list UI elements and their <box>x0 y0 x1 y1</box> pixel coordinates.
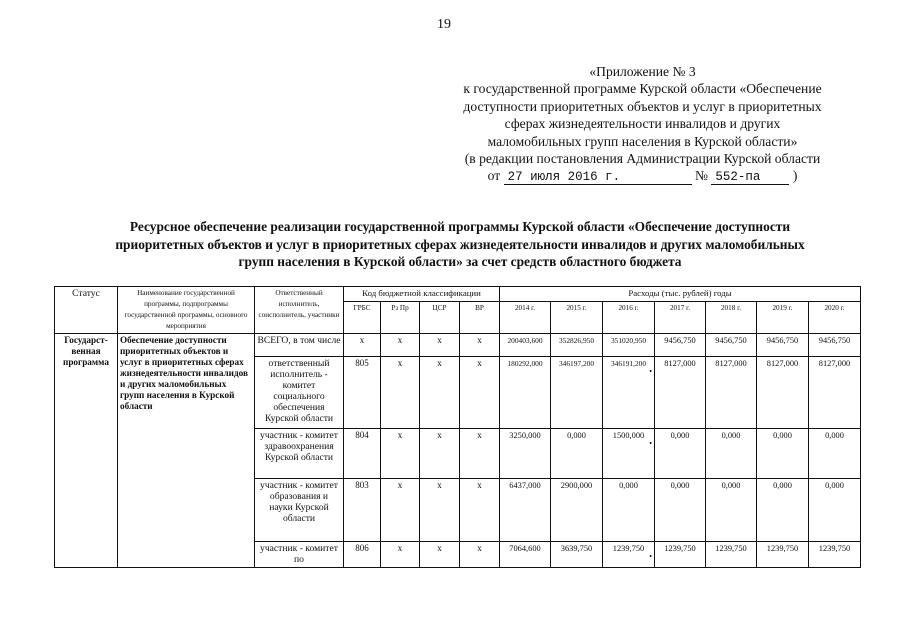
grbs-cell: 805 <box>344 357 381 429</box>
header-year: 2015 г. <box>551 301 603 333</box>
value-cell: 1239,750 <box>757 542 809 568</box>
executor-cell: ВСЕГО, в том числе <box>255 334 344 357</box>
grbs-cell: х <box>344 334 381 357</box>
executor-cell: участник - комитет здравоохранения Курской области <box>255 429 344 479</box>
value-cell: 1239,750 <box>809 542 861 568</box>
value-cell: 6437,000 <box>500 479 551 542</box>
header-name: Наименование государственной программы, подпрограммы государственной программы, основного мероприятия <box>118 287 255 334</box>
document-title <box>40 218 880 271</box>
value-cell: 351020,950 <box>603 334 655 357</box>
value-cell: 8127,000 <box>706 357 757 429</box>
title-line: Ресурсное обеспечение реализации государственной программы Курской области «Обеспечение доступности <box>129 219 791 234</box>
value-cell: 9456,750 <box>706 334 757 357</box>
value-cell: 8127,000 <box>757 357 809 429</box>
header-year: 2019 г. <box>757 301 809 333</box>
value-cell: 9456,750 <box>809 334 861 357</box>
appendix-line: сферах жизнедеятельности инвалидов и других <box>504 116 781 132</box>
program-name-cell: Обеспечение доступности приоритетных объектов и услуг в приоритетных сферах жизнедеятельности инвалидов и других маломобильных групп населения в Курской области <box>118 334 255 568</box>
value-cell: 0,000 <box>551 429 603 479</box>
header-vr: ВР <box>460 301 500 333</box>
appendix-line: к государственной программе Курской области «Обеспечение <box>463 81 822 97</box>
value-cell: 0,000 <box>655 429 706 479</box>
value-cell: 1239,750 <box>655 542 706 568</box>
appendix-line: (в редакции постановления Администрации Курской области <box>464 151 821 167</box>
edit-mark: • <box>649 552 652 561</box>
header-rzpr: Рз Пр <box>381 301 420 333</box>
executor-cell: участник - комитет образования и науки Курской области <box>255 479 344 542</box>
value-cell: 9456,750 <box>655 334 706 357</box>
rzpr-cell: х <box>381 334 420 357</box>
edit-mark: • <box>649 439 652 448</box>
grbs-cell: 803 <box>344 479 381 542</box>
rzpr-cell: х <box>381 479 420 542</box>
value-cell: 1239,750 <box>706 542 757 568</box>
value-text: 346191,200 <box>610 359 647 368</box>
closing-paren: ) <box>792 168 798 184</box>
value-cell: 3639,750 <box>551 542 603 568</box>
rzpr-cell: х <box>381 429 420 479</box>
value-cell <box>603 357 655 429</box>
value-cell: 0,000 <box>706 429 757 479</box>
vr-cell: х <box>460 479 500 542</box>
page-number: 19 <box>437 17 451 32</box>
csr-cell: х <box>420 479 460 542</box>
rzpr-cell: х <box>381 357 420 429</box>
value-cell: 0,000 <box>757 429 809 479</box>
resolution-date-line <box>488 167 798 185</box>
value-cell: 8127,000 <box>809 357 861 429</box>
header-year: 2018 г. <box>706 301 757 333</box>
vr-cell: х <box>460 429 500 479</box>
vr-cell: х <box>460 334 500 357</box>
resolution-number: 552-па <box>711 170 789 185</box>
value-cell <box>603 542 655 568</box>
header-year: 2016 г. <box>603 301 655 333</box>
appendix-line: «Приложение № 3 <box>589 64 696 79</box>
header-csr: ЦСР <box>420 301 460 333</box>
value-cell: 200403,600 <box>500 334 551 357</box>
appendix-line: доступности приоритетных объектов и услуг в приоритетных <box>463 98 822 114</box>
from-label: от <box>487 168 501 184</box>
value-cell <box>603 429 655 479</box>
rzpr-cell: х <box>381 542 420 568</box>
csr-cell: х <box>420 429 460 479</box>
executor-cell: участник - комитет по <box>255 542 344 568</box>
value-cell: 0,000 <box>655 479 706 542</box>
csr-cell: х <box>420 357 460 429</box>
value-cell: 0,000 <box>757 479 809 542</box>
header-status: Статус <box>55 287 118 334</box>
header-executor: Ответственный исполнитель, соисполнитель, участники <box>255 287 344 334</box>
grbs-cell: 806 <box>344 542 381 568</box>
header-budget-code: Код бюджетной классификации <box>344 287 500 302</box>
vr-cell: х <box>460 542 500 568</box>
title-line: групп населения в Курской области» за счет средств областного бюджета <box>238 254 682 269</box>
value-cell: 346197,200 <box>551 357 603 429</box>
header-year: 2017 г. <box>655 301 706 333</box>
value-cell: 0,000 <box>809 429 861 479</box>
executor-cell: ответственный исполнитель - комитет социального обеспечения Курской области <box>255 357 344 429</box>
value-cell: 180292,000 <box>500 357 551 429</box>
value-cell: 352826,950 <box>551 334 603 357</box>
value-cell: 0,000 <box>706 479 757 542</box>
header-grbs: ГРБС <box>344 301 381 333</box>
appendix-line: маломобильных групп населения в Курской области» <box>487 133 798 149</box>
value-cell: 2900,000 <box>551 479 603 542</box>
value-cell: 7064,600 <box>500 542 551 568</box>
title-line: приоритетных объектов и услуг в приоритетных сферах жизнедеятельности инвалидов и других маломобильных <box>115 236 805 252</box>
csr-cell: х <box>420 542 460 568</box>
appendix-block <box>420 63 865 185</box>
csr-cell: х <box>420 334 460 357</box>
vr-cell: х <box>460 357 500 429</box>
status-cell: Государст-венная программа <box>55 334 118 568</box>
number-label: № <box>695 168 708 184</box>
value-text: 1239,750 <box>612 544 645 553</box>
value-cell: 3250,000 <box>500 429 551 479</box>
header-year: 2014 г. <box>500 301 551 333</box>
value-cell: 9456,750 <box>757 334 809 357</box>
value-cell: 0,000 <box>603 479 655 542</box>
table-row <box>55 334 861 357</box>
resource-table <box>54 286 861 568</box>
edit-mark: • <box>649 367 652 376</box>
grbs-cell: 804 <box>344 429 381 479</box>
value-cell: 0,000 <box>809 479 861 542</box>
resolution-date: 27 июля 2016 г. <box>504 170 692 185</box>
header-expenses: Расходы (тыс. рублей) годы <box>500 287 861 302</box>
value-cell: 8127,000 <box>655 357 706 429</box>
value-text: 1500,000 <box>612 431 645 440</box>
header-year: 2020 г. <box>809 301 861 333</box>
